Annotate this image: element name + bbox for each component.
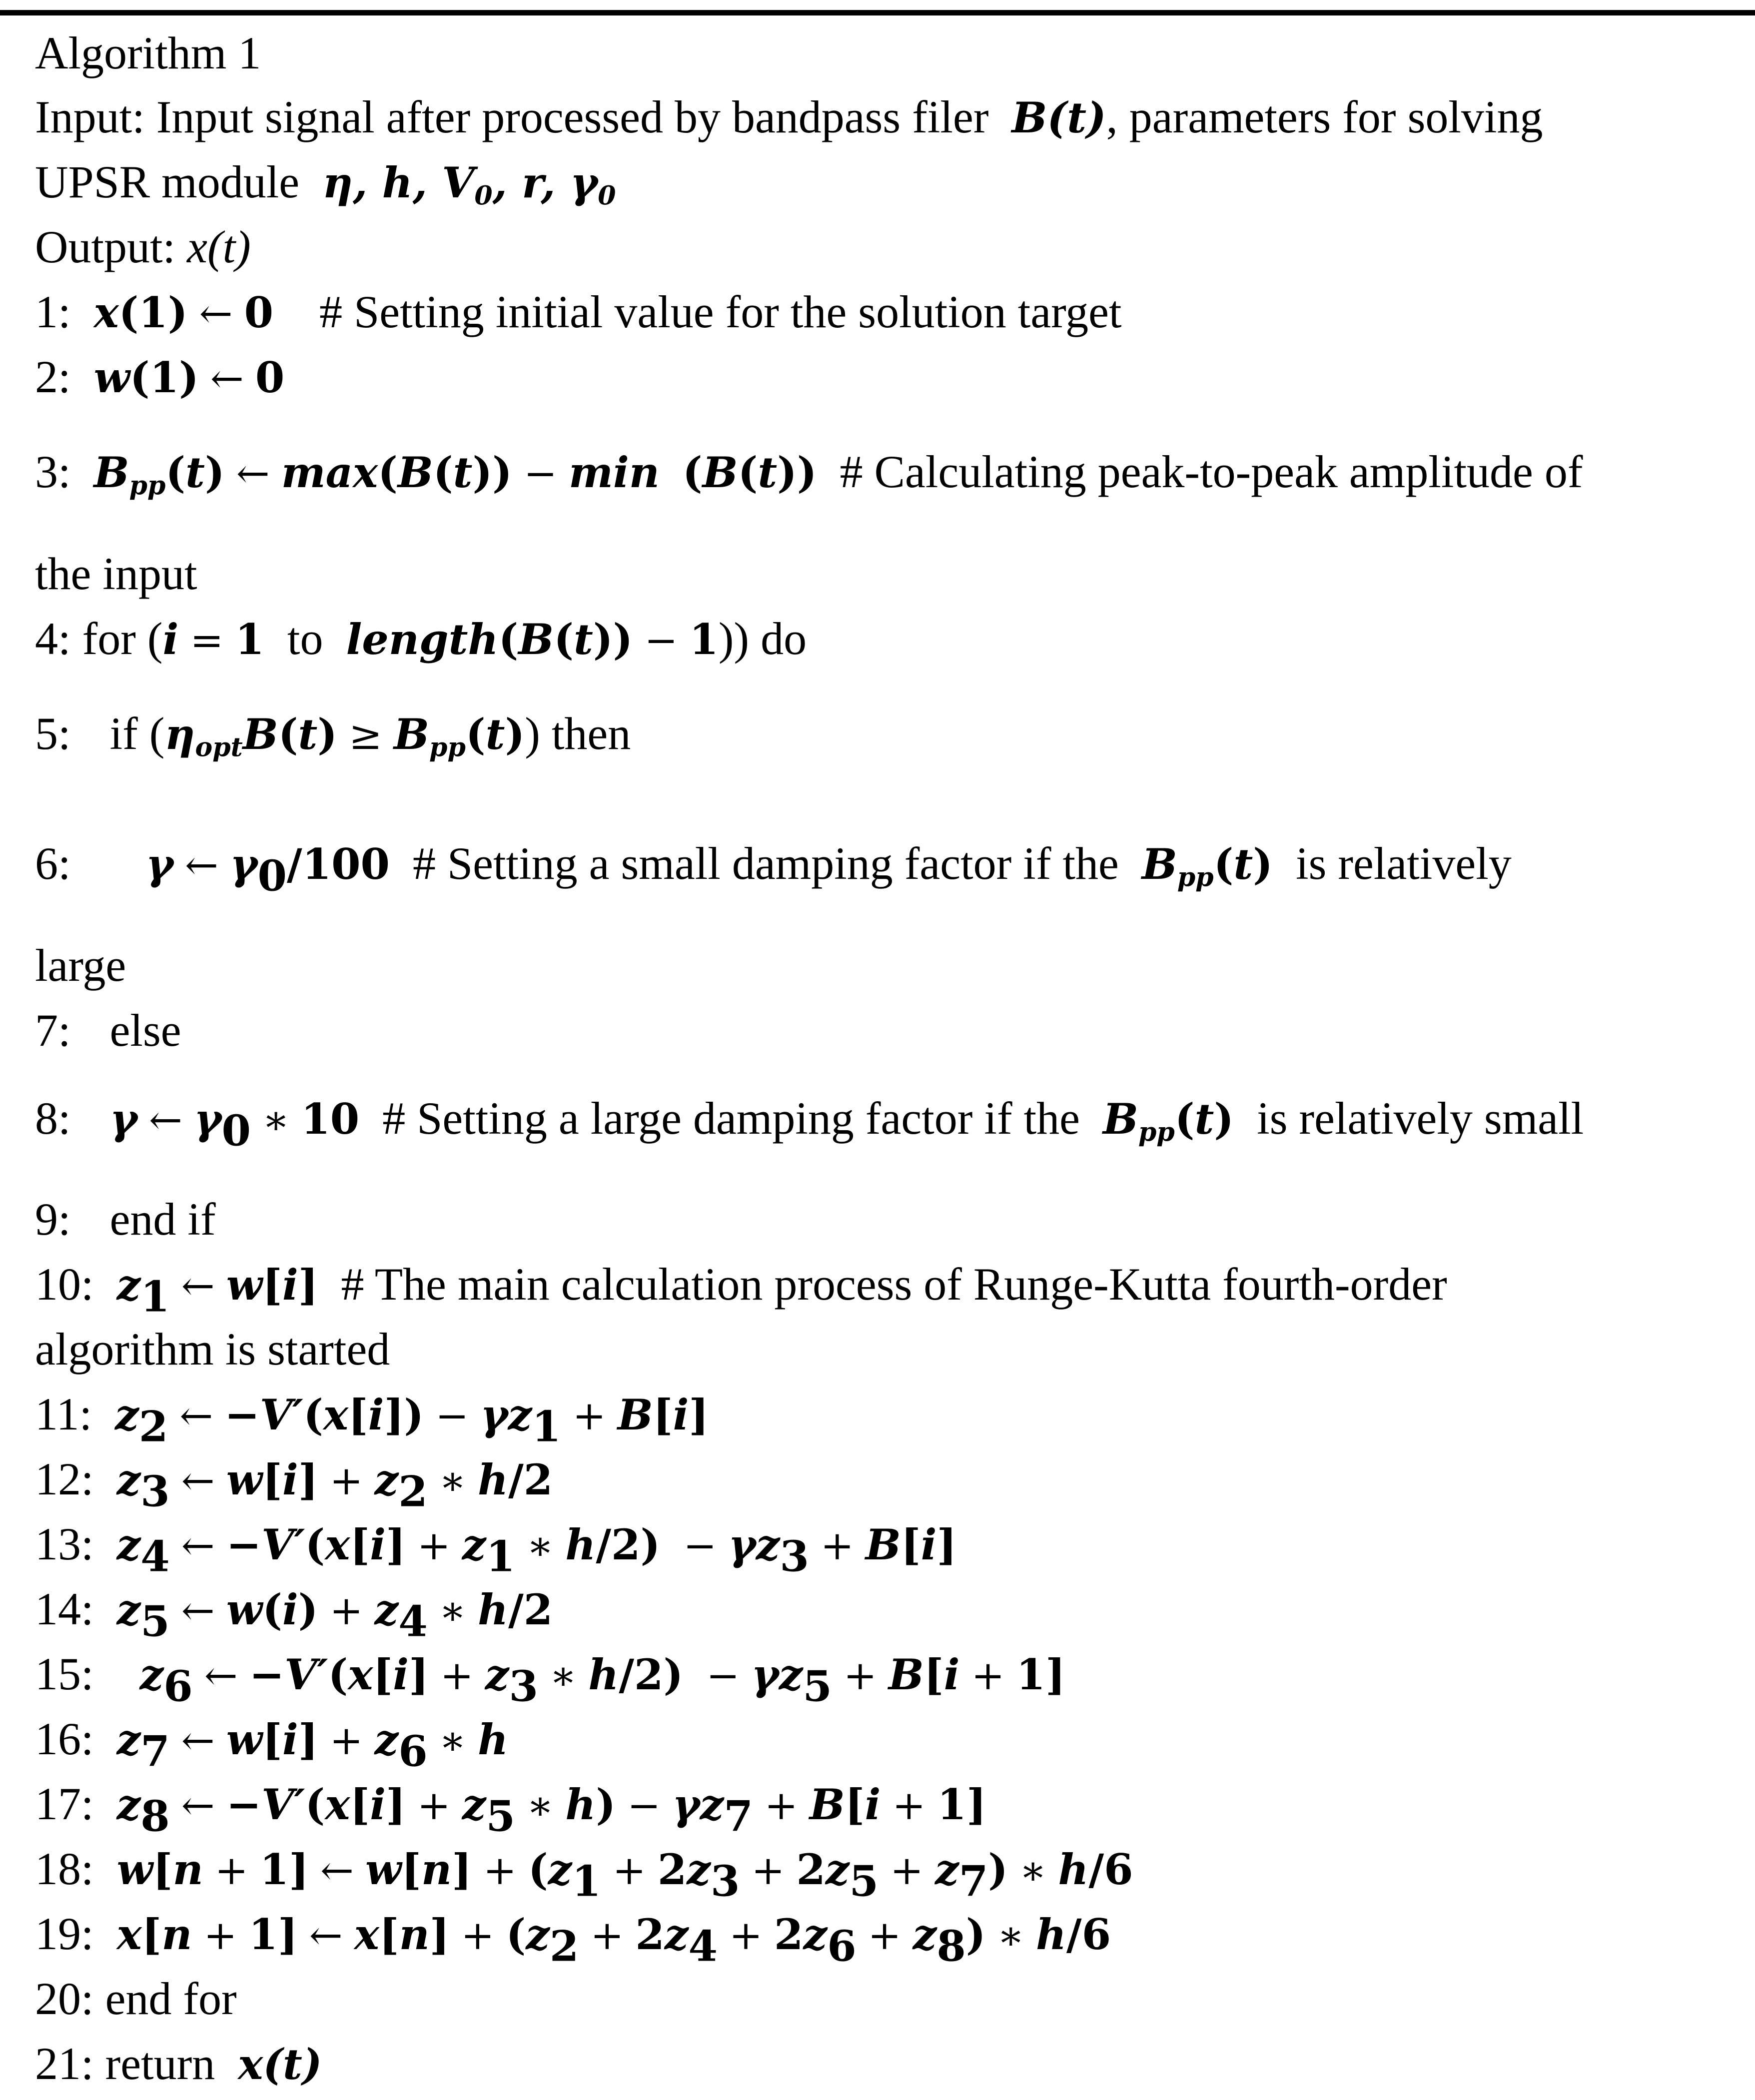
step-16: 16: $z_7$ ← $w[i] + z_6$ ∗ h bbox=[35, 1713, 509, 1776]
step-2: 2: w(1) ← 0 bbox=[35, 351, 285, 402]
step-10: 10: $z_1$ ← w[i] # The main calculation process of Runge-Kutta fourth-order bbox=[35, 1259, 1447, 1322]
step-5: 5: if $(\eta_{opt}B(t) \ge B_{pp}(t))$ then bbox=[35, 708, 631, 763]
step-15: 15: $z_6$ ← $-V'(x[i] + z_3$ ∗ $h/2) - \gamma z_5 + B[i + 1]$ bbox=[35, 1648, 1065, 1711]
step-14: 14: $z_5$ ← $w(i) + z_4$ ∗ h/2 bbox=[35, 1583, 553, 1646]
step-3-continuation: the input bbox=[35, 548, 197, 599]
output-line: Output: x(t) bbox=[35, 221, 251, 272]
step-20: 20: end for bbox=[35, 1973, 237, 2024]
step-11: 11: $z_2$ ← $-V'(x[i]) - \gamma z_1 + B[i]$ bbox=[35, 1389, 709, 1451]
input-line: Input: Input signal after processed by bandpass filer B(t), parameters for solving bbox=[35, 91, 1543, 142]
step-13: 13: $z_4$ ← $-V'(x[i] + z_1$ ∗ $h/2) - \gamma z_3 + B[i]$ bbox=[35, 1518, 957, 1581]
step-17: 17: $z_8$ ← $-V'(x[i] + z_5$ ∗ $h) - \gamma z_7 + B[i + 1]$ bbox=[35, 1778, 986, 1841]
step-19: 19: x[n + 1] ← $x[n] + (z_2 + 2z_4 + 2z_6 + z_8)$ ∗ h/6 bbox=[35, 1908, 1111, 1971]
step-21: 21: return x(t) bbox=[35, 2038, 322, 2089]
algorithm-title: Algorithm 1 bbox=[35, 27, 261, 78]
step-10-continuation: algorithm is started bbox=[35, 1324, 390, 1375]
top-rule bbox=[0, 10, 1755, 15]
step-12: 12: $z_3$ ← $w[i] + z_2$ ∗ h/2 bbox=[35, 1453, 553, 1516]
step-6: 6: γ ← $\gamma_0/100$ # Setting a small damping factor if the $B_{pp}(t)$ is relatively bbox=[35, 838, 1512, 901]
step-1: 1: x(1) ← 0 # Setting initial value for the solution target bbox=[35, 286, 1122, 337]
input-params-line: UPSR module η, h, $V_0$, r, $\gamma_0$ bbox=[35, 156, 616, 211]
step-9: 9: end if bbox=[35, 1194, 216, 1245]
step-6-continuation: large bbox=[35, 940, 126, 991]
step-18: 18: w[n + 1] ← $w[n] + (z_1 + 2z_3 + 2z_5 + z_7)$ ∗ h/6 bbox=[35, 1843, 1133, 1906]
step-8: 8: γ ← $\gamma_0$ ∗ 10 # Setting a large damping factor if the $B_{pp}(t)$ is relatively small bbox=[35, 1093, 1584, 1156]
step-7: 7: else bbox=[35, 1005, 181, 1056]
step-4: 4: for (i = 1 to length(B(t)) − 1)) do bbox=[35, 613, 807, 664]
step-3: 3: $B_{pp}(t)$ ← max(B(t)) − min (B(t)) # Calculating peak-to-peak amplitude of bbox=[35, 446, 1583, 501]
